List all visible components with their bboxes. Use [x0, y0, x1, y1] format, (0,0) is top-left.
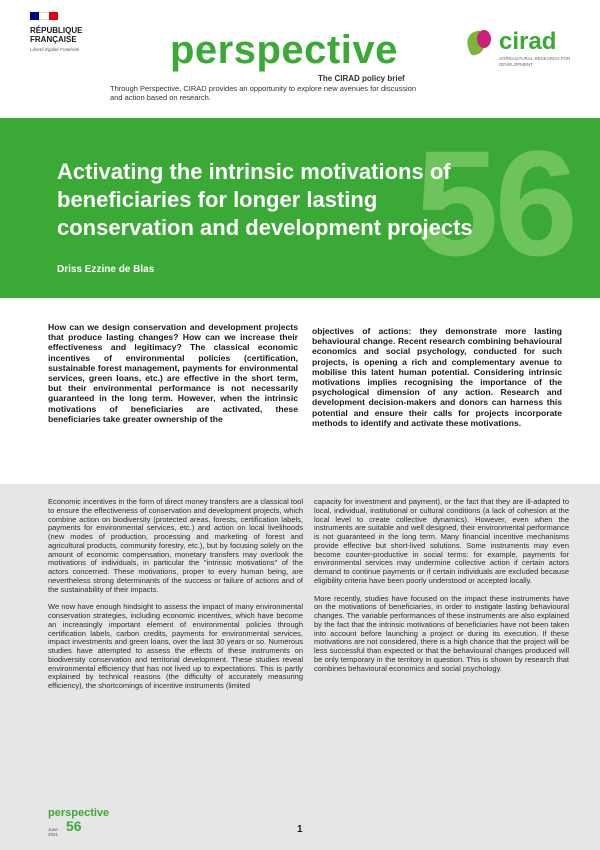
title-banner	[0, 118, 600, 298]
abstract-right-column: objectives of actions: they demonstrate more lasting behavioural change. Recent research combining behavioural economics and social psychology, conducted for such projects, is opening a rich and complementary avenue to mobilise this latent human potential. Considering intrinsic motivations implies recognising the importance of the psychological dimension of any action. Research and development decision-makers and donors can harness this potential and ensure their calls for projects incorporate methods to identify and activate these motivations.	[312, 326, 562, 428]
article-title: Activating the intrinsic motivations of beneficiaries for longer lasting conservation and development projects	[57, 159, 473, 240]
flag-stripe-red	[49, 12, 58, 20]
footer-issue-number: 56	[66, 818, 82, 834]
cirad-wordmark: cirad	[499, 28, 557, 55]
body-paragraph: We now have enough hindsight to assess the impact of many environmental conservation strategies, including economic incentives, which have become an increasingly important element of environmental policies through certification labels, carbon credits, payments for environmental services, impact investments and green loans, over the last 30 years or so. Numerous studies have attempted to assess the effects of these instruments on biodiversity conservation and territorial development. These studies reveal environmental efficiency that has not lived up to expectations. This is partly explained by technical reasons (the difficulty of accurately measuring efficiency), the shortcomings of incentive instruments (limited	[48, 602, 303, 690]
header	[0, 0, 600, 118]
flag-stripe-white	[39, 12, 48, 20]
abstract-section	[0, 298, 600, 484]
body-paragraph: Economic incentives in the form of direct money transfers are a classical tool to ensure the effectiveness of conservation and development projects, which combine action on biodiversity (protected areas, forests, certification labels, payments for environmental services, etc.) and action on local livelihoods (new modes of production, processing and marketing of forest and agricultural products, community forestry, etc.), but by focusing solely on the amount of economic compensation, monetary transfers may overlook the motivations of individuals, in particular the "intrinsic motivations" of the actors concerned. These motivations, proper to every human being, are nevertheless strong determinants of the success or failure of actions and of the sustainability of their impacts.	[48, 497, 303, 594]
issue-number: 56	[415, 119, 574, 287]
article-author: Driss Ezzine de Blas	[57, 264, 155, 275]
body-right-column	[314, 498, 569, 682]
perspective-brand	[170, 30, 430, 70]
gov-motto: Liberté Égalité Fraternité	[30, 47, 80, 52]
cirad-tagline: AGRICULTURAL RESEARCH FOR DEVELOPMENT	[499, 56, 571, 67]
body-paragraph: capacity for investment and payment), or the fact that they are ill-adapted to local, individual, institutional or cultural conditions (a lack of cohesion at the local level to create collective dynamics). However, even when the instruments are suitable and well designed, their environmental performance is not guaranteed in the long term. Many financial incentive mechanisms provide effective but short-lived solutions. Some instruments may even become counter-productive in social terms: for example, payments for environmental services may undermine collective action if certain actors demand to continue payments or if certain individuals are excluded because eligibility criteria have been poorly understood or accepted locally.	[314, 497, 569, 585]
brand-description: Through Perspective, CIRAD provides an opportunity to explore new avenues for discussion and action based on research.	[110, 84, 416, 102]
footer-date: June 2021	[48, 827, 59, 837]
abstract-left-column: How can we design conservation and development projects that produce lasting changes? How can we increase their effectiveness and legitimacy? The classical economic incentives of environmental policies (certification, sustainable forest management, payments for environmental services, green loans, etc.) are effective in the short term, but their environmental performance is not necessarily guaranteed in the long term. However, when the intrinsic motivations of beneficiaries are activated, these beneficiaries take greater ownership of the	[48, 322, 298, 424]
cirad-leaf-icon	[465, 28, 495, 56]
page-number: 1	[297, 824, 303, 835]
brand-wordmark: perspective	[170, 28, 398, 72]
footer-logo	[48, 808, 108, 837]
cirad-logo	[465, 28, 585, 67]
gov-name: RÉPUBLIQUE FRANÇAISE	[30, 26, 83, 44]
body-paragraph: More recently, studies have focused on the impact these instruments have on the motivations of beneficiaries, in order to instigate lasting behavioural changes. The variable performances of these instruments are also explained by the fact that the intrinsic motivations of beneficiaries have not been taken into account before launching a project or during its execution. If these motivations are not considered, there is a high chance that the project will be less successful than expected or that the behavioural changes produced will be only temporary in the territory in question. This is shown by research that combines behavioural economics and social psychology.	[314, 593, 569, 673]
body-section	[0, 484, 600, 850]
french-flag-icon	[30, 12, 58, 20]
flag-stripe-blue	[30, 12, 39, 20]
brand-subtitle: The CIRAD policy brief	[318, 74, 405, 83]
republique-francaise-logo	[30, 12, 100, 53]
body-left-column	[48, 498, 303, 700]
footer-brand: perspective	[48, 807, 110, 819]
